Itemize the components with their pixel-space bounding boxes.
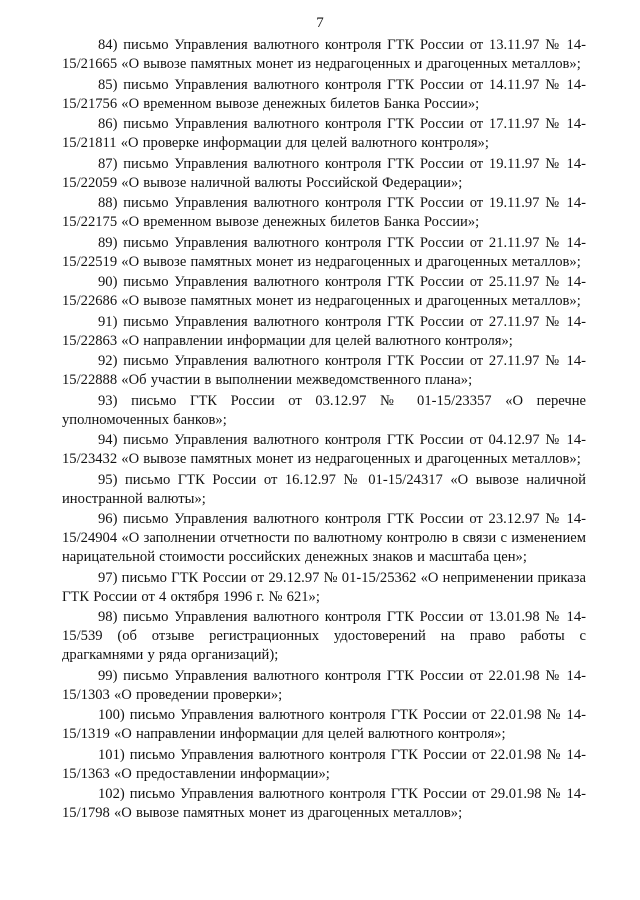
list-item: 84) письмо Управления валютного контроля ГТК России от 13.11.97 № 14-15/21665 «О вывозе памятных монет из недрагоценных и драгоценных металлов»; [62, 37, 586, 72]
list-item: 97) письмо ГТК России от 29.12.97 № 01-15/25362 «О неприменении приказа ГТК России от 4 октября 1996 г. № 621»; [62, 569, 586, 605]
list-item: 99) письмо Управления валютного контроля ГТК России от 22.01.98 № 14-15/1303 «О проведении проверки»; [62, 667, 586, 703]
list-item: 98) письмо Управления валютного контроля ГТК России от 13.01.98 № 14-15/539 (об отзыве регистрационных удостоверений на право работы с драгкамнями у ряда организаций); [62, 609, 586, 663]
list-item: 101) письмо Управления валютного контроля ГТК России от 22.01.98 № 14-15/1363 «О предоставлении информации»; [62, 746, 586, 782]
list-item: 92) письмо Управления валютного контроля ГТК России от 27.11.97 № 14-15/22888 «Об участии в выполнении межведомственного плана»; [62, 353, 586, 388]
document-list [62, 36, 586, 825]
list-item: 91) письмо Управления валютного контроля ГТК России от 27.11.97 № 14-15/22863 «О направлении информации для целей валютного контроля»; [62, 313, 586, 349]
list-item: 93) письмо ГТК России от 03.12.97 № 01-15/23357 «О перечне уполномоченных банков»; [62, 392, 586, 428]
list-item: 88) письмо Управления валютного контроля ГТК России от 19.11.97 № 14-15/22175 «О временном вывозе денежных билетов Банка России»; [62, 195, 586, 230]
list-item: 87) письмо Управления валютного контроля ГТК России от 19.11.97 № 14-15/22059 «О вывозе наличной валюты Российской Федерации»; [62, 155, 586, 191]
list-item: 102) письмо Управления валютного контроля ГТК России от 29.01.98 № 14-15/1798 «О вывозе памятных монет из драгоценных металлов»; [62, 786, 586, 821]
list-item: 100) письмо Управления валютного контроля ГТК России от 22.01.98 № 14-15/1319 «О направлении информации для целей валютного контроля»; [62, 707, 586, 742]
list-item: 90) письмо Управления валютного контроля ГТК России от 25.11.97 № 14-15/22686 «О вывозе памятных монет из недрагоценных и драгоценных металлов»; [62, 274, 586, 309]
list-item: 94) письмо Управления валютного контроля ГТК России от 04.12.97 № 14-15/23432 «О вывозе памятных монет из недрагоценных и драгоценных металлов»; [62, 432, 586, 467]
list-item: 85) письмо Управления валютного контроля ГТК России от 14.11.97 № 14-15/21756 «О временном вывозе денежных билетов Банка России»; [62, 76, 586, 112]
page-number: 7 [316, 15, 324, 31]
list-item: 96) письмо Управления валютного контроля ГТК России от 23.12.97 № 14-15/24904 «О заполнении отчетности по валютному контролю в связи с изменением нарицательной стоимости российских денежных знаков и масштаба цен»; [62, 511, 586, 565]
list-item: 95) письмо ГТК России от 16.12.97 № 01-15/24317 «О вывозе наличной иностранной валюты»; [62, 471, 586, 507]
list-item: 89) письмо Управления валютного контроля ГТК России от 21.11.97 № 14-15/22519 «О вывозе памятных монет из недрагоценных и драгоценных металлов»; [62, 234, 586, 270]
list-item: 86) письмо Управления валютного контроля ГТК России от 17.11.97 № 14-15/21811 «О проверке информации для целей валютного контроля»; [62, 116, 586, 151]
